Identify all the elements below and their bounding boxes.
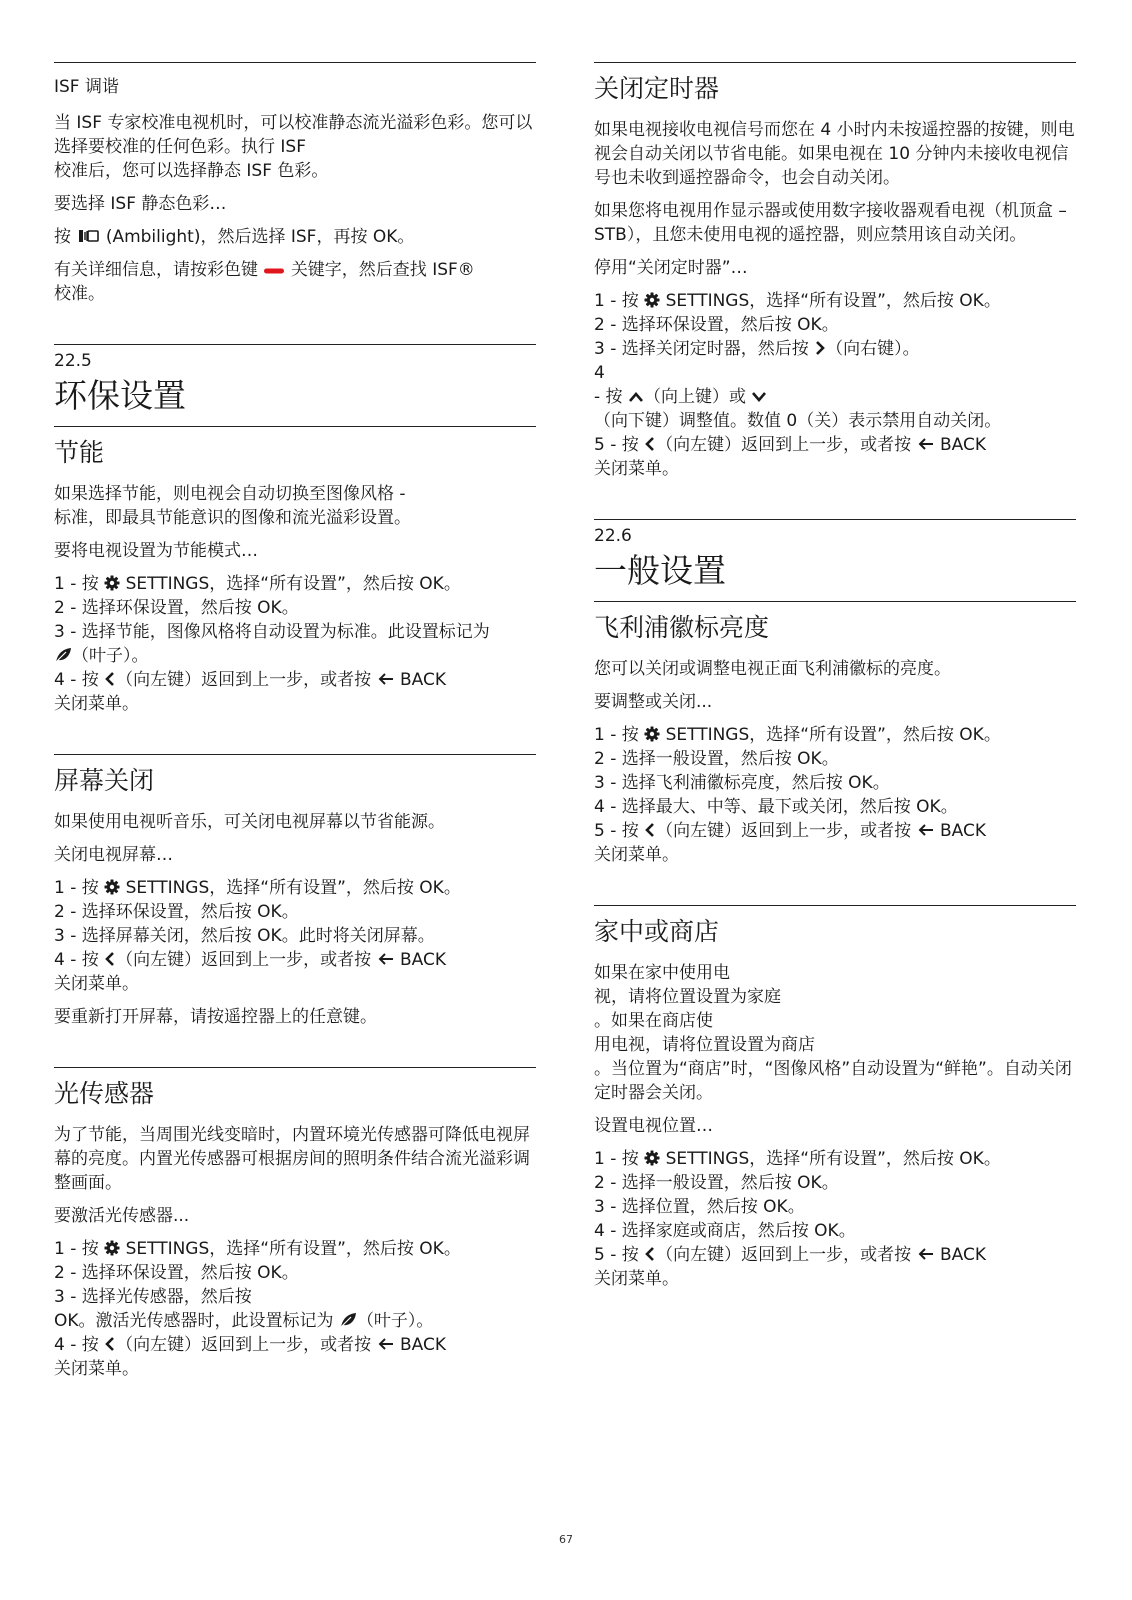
step-4: 4 - 按 （向左键）返回到上一步，或者按 BACK — [54, 1335, 446, 1355]
section-title-light-sensor: 光传感器 — [54, 1079, 155, 1108]
back-arrow-icon — [377, 951, 395, 967]
back-arrow-icon — [377, 671, 395, 687]
gear-icon — [644, 292, 660, 308]
chevron-right-icon — [814, 340, 826, 356]
off-timer-paragraph: 如果电视接收电视信号而您在 4 小时内未按遥控器的按键，则电视会自动关闭以节省电能。如果电视在 10 分钟内未接收电视信号也未收到遥控器命令，也会自动关闭。 — [594, 120, 1075, 188]
page-number: 67 — [559, 1533, 573, 1546]
gear-icon — [104, 879, 120, 895]
chevron-left-icon — [644, 1246, 656, 1262]
leaf-icon — [54, 647, 72, 663]
logo-intro: 要调整或关闭... — [594, 692, 713, 712]
red-key-icon — [263, 265, 285, 277]
off-timer-intro: 停用“关闭定时器”… — [594, 258, 748, 278]
light-sensor-steps — [54, 1237, 536, 1381]
left-column — [54, 62, 536, 1381]
isf-instruction: 按 (Ambilight)，然后选择 ISF，再按 OK。 — [54, 227, 415, 247]
leaf-icon — [339, 1312, 357, 1328]
gear-icon — [644, 1150, 660, 1166]
step-5: 5 - 按 （向左键）返回到上一步，或者按 BACK — [594, 821, 986, 841]
step-4-cont: 关闭菜单。 — [54, 974, 139, 994]
step-3: 3 - 选择关闭定时器，然后按 （向右键）。 — [594, 339, 920, 359]
energy-steps — [54, 572, 536, 716]
chevron-left-icon — [644, 436, 656, 452]
energy-intro: 要将电视设置为节能模式… — [54, 541, 258, 561]
chevron-left-icon — [104, 1336, 116, 1352]
section-title-logo-brightness: 飞利浦徽标亮度 — [594, 613, 770, 642]
section-title-isf: ISF 调谐 — [54, 77, 119, 97]
light-sensor-intro: 要激活光传感器... — [54, 1206, 190, 1226]
chevron-left-icon — [104, 951, 116, 967]
step-3: 3 - 选择节能，图像风格将自动设置为标准。此设置标记为 — [54, 622, 490, 642]
chapter-number: 22.5 — [54, 351, 92, 371]
step-2: 2 - 选择环保设置，然后按 OK。 — [594, 315, 839, 335]
section-title-off-timer: 关闭定时器 — [594, 74, 720, 103]
chapter-title: 一般设置 — [594, 551, 726, 590]
step-5-cont: 关闭菜单。 — [594, 845, 679, 865]
back-arrow-icon — [917, 436, 935, 452]
step-2: 2 - 选择一般设置，然后按 OK。 — [594, 1173, 839, 1193]
isf-paragraph: 当 ISF 专家校准电视机时，可以校准静态流光溢彩色彩。您可以选择要校准的任何色彩。执行 ISF 校准后，您可以选择静态 ISF 色彩。 — [54, 113, 533, 181]
screen-off-intro: 关闭电视屏幕… — [54, 845, 173, 865]
gear-icon — [104, 575, 120, 591]
back-arrow-icon — [917, 1246, 935, 1262]
step-1: 1 - 按 SETTINGS，选择“所有设置”，然后按 OK。 — [54, 1239, 461, 1259]
step-4: 4 - 按 （向左键）返回到上一步，或者按 BACK — [54, 950, 446, 970]
chevron-up-icon — [628, 390, 644, 404]
logo-paragraph: 您可以关闭或调整电视正面飞利浦徽标的亮度。 — [594, 659, 951, 679]
step-4: 4 - 选择最大、中等、最下或关闭，然后按 OK。 — [594, 797, 958, 817]
step-4: 4 - 按 （向左键）返回到上一步，或者按 BACK — [54, 670, 446, 690]
step-2: 2 - 选择环保设置，然后按 OK。 — [54, 598, 299, 618]
section-title-location: 家中或商店 — [594, 917, 720, 946]
chevron-left-icon — [644, 822, 656, 838]
chevron-down-icon — [751, 390, 767, 404]
step-4-cont-2: （向下键）调整值。数值 0（关）表示禁用自动关闭。 — [594, 411, 1002, 431]
step-1: 1 - 按 SETTINGS，选择“所有设置”，然后按 OK。 — [594, 1149, 1001, 1169]
logo-steps — [594, 723, 1076, 867]
step-1: 1 - 按 SETTINGS，选择“所有设置”，然后按 OK。 — [54, 878, 461, 898]
step-2: 2 - 选择环保设置，然后按 OK。 — [54, 902, 299, 922]
step-4-cont: - 按 （向上键）或 — [594, 385, 1076, 409]
step-1: 1 - 按 SETTINGS，选择“所有设置”，然后按 OK。 — [54, 574, 461, 594]
ambilight-icon — [76, 228, 100, 244]
chevron-left-icon — [104, 671, 116, 687]
step-5-cont: 关闭菜单。 — [594, 1269, 679, 1289]
off-timer-steps — [594, 289, 1076, 481]
isf-more-info: 有关详细信息，请按彩色键 关键字，然后查找 ISF® 校准。 — [54, 260, 475, 304]
isf-select-intro: 要选择 ISF 静态色彩… — [54, 194, 227, 214]
screen-off-note: 要重新打开屏幕，请按遥控器上的任意键。 — [54, 1007, 377, 1027]
step-4: 4 - 选择家庭或商店，然后按 OK。 — [594, 1221, 856, 1241]
section-title-screen-off: 屏幕关闭 — [54, 766, 155, 795]
chapter-title: 环保设置 — [54, 376, 186, 415]
location-steps — [594, 1147, 1076, 1291]
chapter-number: 22.6 — [594, 526, 632, 546]
step-4-cont: 关闭菜单。 — [54, 1359, 139, 1379]
screen-off-paragraph: 如果使用电视听音乐，可关闭电视屏幕以节省能源。 — [54, 812, 445, 832]
step-5-cont: 关闭菜单。 — [594, 459, 679, 479]
gear-icon — [644, 726, 660, 742]
step-4: 4 — [594, 363, 605, 383]
light-sensor-paragraph: 为了节能，当周围光线变暗时，内置环境光传感器可降低电视屏幕的亮度。内置光传感器可根据房间的照明条件结合流光溢彩调整画面。 — [54, 1125, 530, 1193]
step-3: 3 - 选择光传感器，然后按 — [54, 1287, 252, 1307]
step-3-cont: OK。激活光传感器时，此设置标记为 （叶子）。 — [54, 1311, 434, 1331]
screen-off-steps — [54, 876, 536, 996]
step-2: 2 - 选择环保设置，然后按 OK。 — [54, 1263, 299, 1283]
step-3: 3 - 选择位置，然后按 OK。 — [594, 1197, 805, 1217]
right-column — [594, 62, 1076, 1291]
location-intro: 设置电视位置… — [594, 1116, 713, 1136]
step-3: 3 - 选择飞利浦徽标亮度，然后按 OK。 — [594, 773, 890, 793]
step-5: 5 - 按 （向左键）返回到上一步，或者按 BACK — [594, 435, 986, 455]
off-timer-paragraph-2: 如果您将电视用作显示器或使用数字接收器观看电视（机顶盒 – STB），且您未使用电视的遥控器，则应禁用该自动关闭。 — [594, 201, 1067, 245]
step-3-cont: （叶子）。 — [54, 644, 536, 668]
energy-paragraph: 如果选择节能，则电视会自动切换至图像风格 - 标准，即最具节能意识的图像和流光溢彩设置。 — [54, 484, 411, 528]
gear-icon — [104, 1240, 120, 1256]
step-2: 2 - 选择一般设置，然后按 OK。 — [594, 749, 839, 769]
section-title-energy: 节能 — [54, 438, 105, 467]
step-1: 1 - 按 SETTINGS，选择“所有设置”，然后按 OK。 — [594, 291, 1001, 311]
step-1: 1 - 按 SETTINGS，选择“所有设置”，然后按 OK。 — [594, 725, 1001, 745]
step-5: 5 - 按 （向左键）返回到上一步，或者按 BACK — [594, 1245, 986, 1265]
step-4-cont: 关闭菜单。 — [54, 694, 139, 714]
step-3: 3 - 选择屏幕关闭，然后按 OK。此时将关闭屏幕。 — [54, 926, 435, 946]
back-arrow-icon — [917, 822, 935, 838]
back-arrow-icon — [377, 1336, 395, 1352]
location-paragraph: 如果在家中使用电 视，请将位置设置为家庭 。如果在商店使 用电视，请将位置设置为商店 。当位置为“商店”时，“图像风格”自动设置为“鲜艳”。自动关闭定时器会关闭。 — [594, 963, 1072, 1103]
